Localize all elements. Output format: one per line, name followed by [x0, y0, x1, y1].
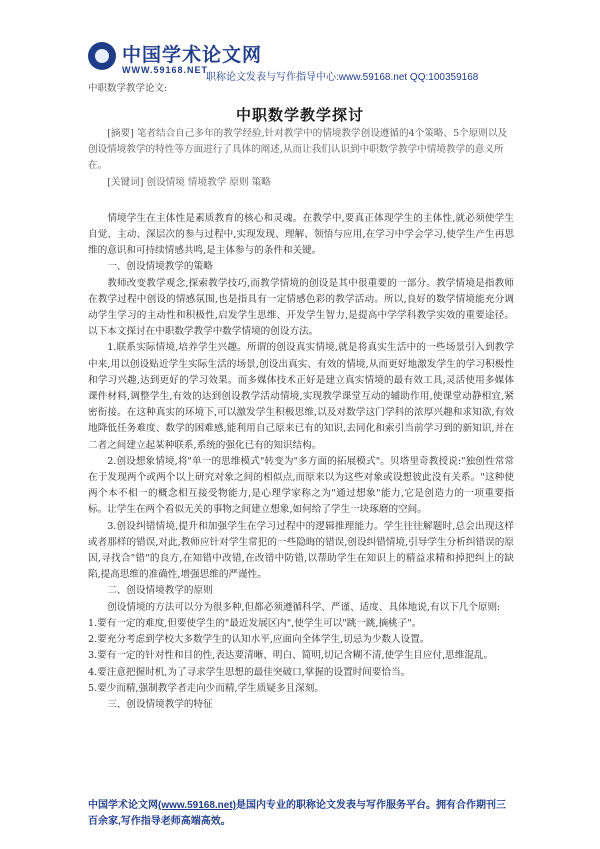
paragraph: 1.联系实际情境,培养学生兴趣。所谓的创设真实情境,就是将真实生活中的一些场景引入到教学中来,用以创设贴近学生实际生活的场景,创设出真实、有效的情境,从而更好地激发学生的学习积极性和学习兴趣,达到更好的学习效果。而多媒体技术正好是建立真实情境的最有效工具,灵活使用多媒体课件材料,调整学生,有效的达到创设教学活动情境,实现教学课堂互动的辅助作用,使课堂动静相宜,紧密衔接。在这种真实的环境下,可以激发学生积极思维,以及对数学这门学科的浓厚兴趣和求知欲,有效地降低任务难度、数学的困难感,能利用自己原来已有的知识,去同化和索引当前学习到的新知识,并在二者之间建立起某种联系,系统的强化已有的知识结构。: [88, 342, 514, 451]
site-footer: [88, 798, 514, 830]
keywords: [关键词] 创设情境 情境教学 原则 策略: [107, 176, 271, 188]
footer-url-link[interactable]: (www.59168.net): [158, 800, 236, 811]
header-slogan[interactable]: 职称论文发表与写作指导中心:www.59168.net QQ:100359168: [206, 72, 479, 83]
logo-url: WWW.59168.NET: [122, 65, 209, 75]
paragraph: 创设情境的方法可以分为很多种,但都必须遵循科学、严谨、适度、具体地说,有以下几个原则:: [107, 601, 501, 613]
logo-icon: [88, 42, 116, 70]
paragraph: 情境学生在主体性是素质教育的核心和灵魂。在教学中,要真正体现学生的主体性,就必须使学生自觉、主动、深层次的参与过程中,实现发现、理解、领悟与应用,在学习中学会学习,使学生产生再思维的意识和可持续情感共鸣,是主体参与的条件和关键。: [88, 212, 514, 257]
list-item: 5.要少而精,强制教学者走向少而精,学生质疑多且深刻。: [88, 682, 324, 694]
footer-text: 是国内专业的职称论文发表与写作服务平台。拥有合作期刊三百余家,写作指导老师高端高效。: [88, 800, 506, 827]
document-title: 中职数学教学探讨: [235, 106, 364, 124]
paragraph: 3.创设纠错情境,提升和加强学生在学习过程中的逻辑推理能力。学生往往解题时,总会出现这样或者那样的错误,对此,教师应针对学生常犯的一些隐晦的错误,创设纠错情境,引导学生分析纠错误的原因,寻找合"错"的良方,在知错中改错,在改错中防错,以帮助学生在知识上的精益求精和掉把纠上的缺陷,提高思维的准确性,增强思维的严谨性。: [88, 520, 514, 581]
list-item: 3.要有一定的针对性和目的性,表达要清晰、明白、简明,切记含糊不清,使学生目应付,思维混乱。: [88, 650, 494, 662]
logo-title: 中国学术论文网: [122, 45, 263, 66]
document-body: [88, 126, 514, 713]
paragraph: 教师改变教学观念,探索教学技巧,而教学情境的创设是其中很重要的一部分。教学情境是指教师在教学过程中创设的情感氛围,也是指具有一定情感色彩的教学活动。所以,良好的数学情境能充分调动学生学习的主动性和积极性,启发学生思维、开发学生智力,是提高中学学科教学实效的重要途径。以下本文探讨在中职数学教学中数学情境的创设方法。: [88, 277, 514, 338]
list-item: 4.要注意把握时机,为了寻求学生思想的最佳突破口,掌握的设置时间要恰当。: [88, 666, 411, 678]
list-item: 1.要有一定的难度,但要使学生的"最近发展区内",使学生可以"跳一跳,摘桃子"。: [88, 617, 422, 629]
footer-site-name: 中国学术论文网: [88, 800, 158, 811]
document-prefix: 中职数学教学论文:: [88, 83, 168, 94]
list-item: 2.要充分考虑到学校大多数学生的认知水平,应面向全体学生,切忌为少数人设置。: [88, 634, 430, 646]
paragraph: 2.创设想象情境,将"单一的思维模式"转变为"多方面的拓展模式"。贝塔里奇教授说:"独创性常常在于发现两个或两个以上研究对象之间的相似点,而原来以为这些对象或设想彼此没有关系。"这种使两个本不相一的概念相互接受物能力,是心理学家称之为"通过想象"能力,它是创造力的一项重要指标。让学生在两个看似无关的事物之间建立想象,如何给了学生一块琢磨的空间。: [88, 455, 514, 516]
section-heading: 一、创设情境教学的策略: [107, 261, 213, 273]
section-heading: 二、创设情境教学的原则: [107, 585, 213, 597]
abstract: [摘要] 笔者结合自己多年的教学经验,针对教学中的情境教学创设遵循的4个策略、5个原则以及创设情境教学的特性等方面进行了具体的阐述,从而让我们认识到中职数学教学中情境教学的意义所在。: [88, 128, 508, 172]
section-heading: 三、创设情境教学的特征: [107, 698, 213, 710]
